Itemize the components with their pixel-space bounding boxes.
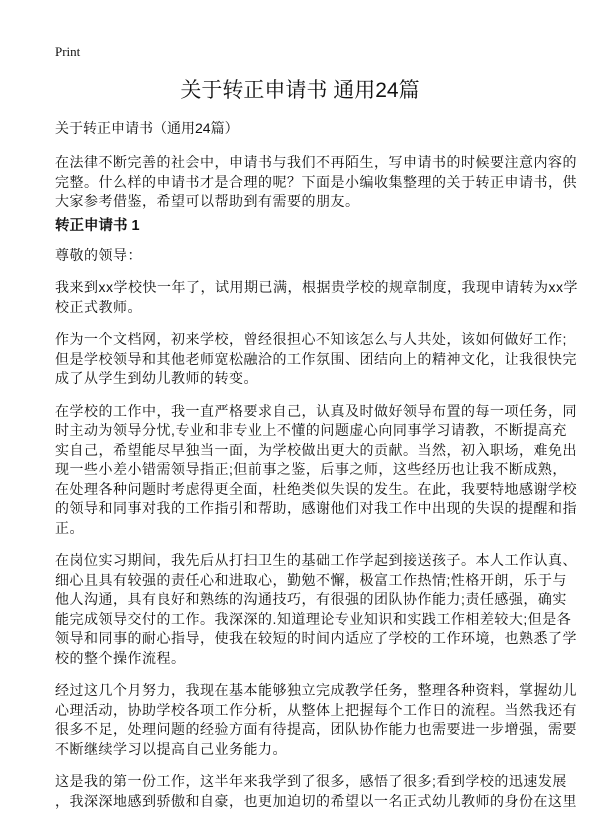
text-line: 在岗位实习期间，我先后从打扫卫生的基础工作学起到接送孩子。本人工作认真、 (55, 552, 577, 568)
text-line: 心理活动，协助学校各项工作分析，从整体上把握每个工作日的流程。当然我还有 (55, 701, 577, 718)
text-line: 他人沟通，具有良好和熟练的沟通技巧，有很强的团队协作能力;责任感强，确实 (55, 591, 567, 607)
text-line: 正。 (55, 519, 84, 536)
salutation: 尊敬的领导： (55, 246, 142, 263)
section-heading: 转正申请书 1 (55, 217, 140, 234)
document-title: 关于转正申请书 通用24篇 (180, 79, 420, 102)
document-subtitle: 关于转正申请书（通用24篇） (55, 120, 239, 136)
text-line: 成了从学生到幼儿教师的转变。 (55, 370, 258, 386)
intro-paragraph (55, 153, 577, 212)
text-line: 能完成领导交付的工作。我深深的.知道理论专业知识和实践工作相差较大;但是各 (55, 610, 572, 627)
text-line: 校正式教师。 (55, 298, 142, 315)
text-line: 领导和同事的耐心指导，使我在较短的时间内适应了学校的工作环境，也熟悉了学 (55, 630, 577, 646)
text-line: 在法律不断完善的社会中，申请书与我们不再陌生，写申请书的时候要注意内容的 (55, 154, 577, 170)
text-line: 校的整个操作流程。 (55, 649, 186, 666)
text-line: 我来到xx学校快一年了，试用期已满，根据贵学校的规章制度，我现申请转为xx学 (55, 279, 578, 295)
text-line: 在处理各种问题时考虑得更全面，杜绝类似失误的发生。在此，我要特地感谢学校 (55, 480, 577, 497)
body-paragraph (55, 330, 577, 389)
text-line: 作为一个文档网，初来学校，曾经很担心不知该怎么与人共处，该如何做好工作; (55, 331, 567, 347)
text-line: 完整。什么样的申请书才是合理的呢？下面是小编收集整理的关于转正申请书，供 (55, 173, 577, 190)
text-line: 的领导和同事对我的工作指引和帮助，感谢他们对我工作中出现的失误的提醒和指 (55, 500, 577, 516)
text-line: ，我深深地感到骄傲和自豪，也更加迫切的希望以一名正式幼儿教师的身份在这里 (55, 792, 577, 809)
text-line: 时主动为领导分忧,专业和非专业上不懂的问题虚心向同事学习请教，不断提高充 (55, 422, 567, 438)
text-line: 细心且具有较强的责任心和进取心，勤勉不懈，极富工作热情;性格开朗，乐于与 (55, 571, 567, 588)
text-line: 很多不足，处理问题的经验方面有待提高，团队协作能力也需要进一步增强，需要 (55, 721, 577, 737)
text-line: 不断继续学习以提高自己业务能力。 (55, 740, 287, 757)
text-line: 现一些小差小错需领导指正;但前事之鉴，后事之师，这些经历也让我不断成熟， (55, 461, 567, 477)
body-paragraph (55, 681, 577, 759)
body-paragraph (55, 772, 577, 811)
text-line: 在学校的工作中，我一直严格要求自己，认真及时做好领导布置的每一项任务，同 (55, 402, 577, 419)
text-line: 大家参考借鉴，希望可以帮助到有需要的朋友。 (55, 193, 360, 209)
text-line: 这是我的第一份工作，这半年来我学到了很多，感悟了很多;看到学校的迅速发展 (55, 773, 567, 789)
text-line: 实自己，希望能尽早独当一面，为学校做出更大的贡献。当然，初入职场，难免出 (55, 441, 577, 458)
body-paragraph (55, 278, 578, 317)
text-line: 但是学校领导和其他老师宽松融洽的工作氛围、团结向上的精神文化，让我很快完 (55, 350, 577, 367)
body-paragraph (55, 551, 577, 668)
text-line: 经过这几个月努力，我现在基本能够独立完成教学任务，整理各种资料，掌握幼儿 (55, 682, 577, 698)
body-paragraph (55, 402, 577, 539)
print-label: Print (55, 44, 81, 59)
